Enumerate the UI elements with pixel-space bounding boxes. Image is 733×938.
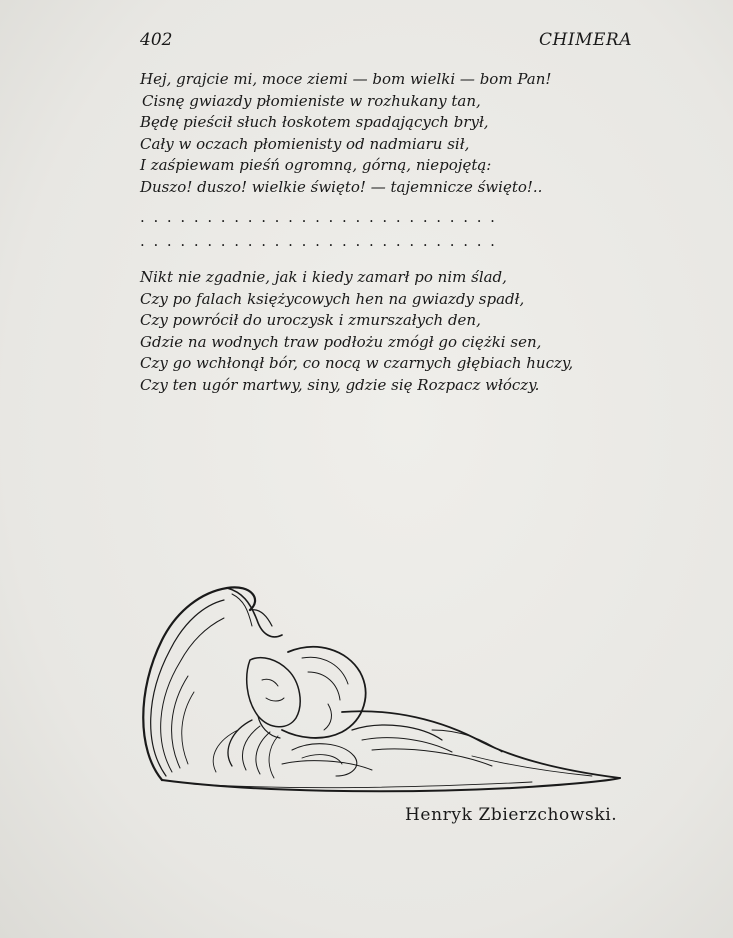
poem-line: Duszo! duszo! wielkie święto! — tajemnicze święto!..: [140, 177, 543, 196]
poem-line: Gdzie na wodnych traw podłożu zmógł go ciężki sen,: [140, 332, 542, 351]
poem-line: Cisnę gwiazdy płomieniste w rozhukany tan,: [142, 91, 481, 110]
ellipsis-row: ...........................: [140, 208, 504, 222]
ellipsis-row: ...........................: [140, 232, 504, 246]
page-header: [140, 30, 632, 54]
wave-figure-illustration-icon: [132, 580, 624, 800]
author-signature: Henryk Zbierzchowski.: [405, 805, 618, 825]
poem-line: Nikt nie zgadnie, jak i kiedy zamarł po nim ślad,: [140, 268, 507, 286]
poem-stanza-1: [140, 69, 640, 198]
poem-line: Cały w oczach płomienisty od nadmiaru sił,: [140, 134, 470, 153]
page-number: 402: [140, 30, 173, 50]
poem-line: Hej, grajcie mi, moce ziemi — bom wielki — bom Pan!: [140, 70, 552, 88]
poem-stanza-2: [140, 267, 640, 396]
poem-line: Czy po falach księżycowych hen na gwiazdy spadł,: [140, 289, 525, 308]
poem-line: Będę pieścił słuch łoskotem spadających brył,: [140, 113, 489, 131]
poem-line: Czy powrócił do uroczysk i zmurszałych den,: [140, 311, 481, 329]
running-title: CHIMERA: [539, 30, 632, 50]
poem-line: I zaśpiewam pieśń ogromną, górną, niepojętą:: [140, 156, 492, 174]
poem-line: Czy ten ugór martwy, siny, gdzie się Rozpacz włóczy.: [140, 375, 540, 394]
poem-line: Czy go wchłonął bór, co nocą w czarnych głębiach huczy,: [140, 354, 574, 372]
